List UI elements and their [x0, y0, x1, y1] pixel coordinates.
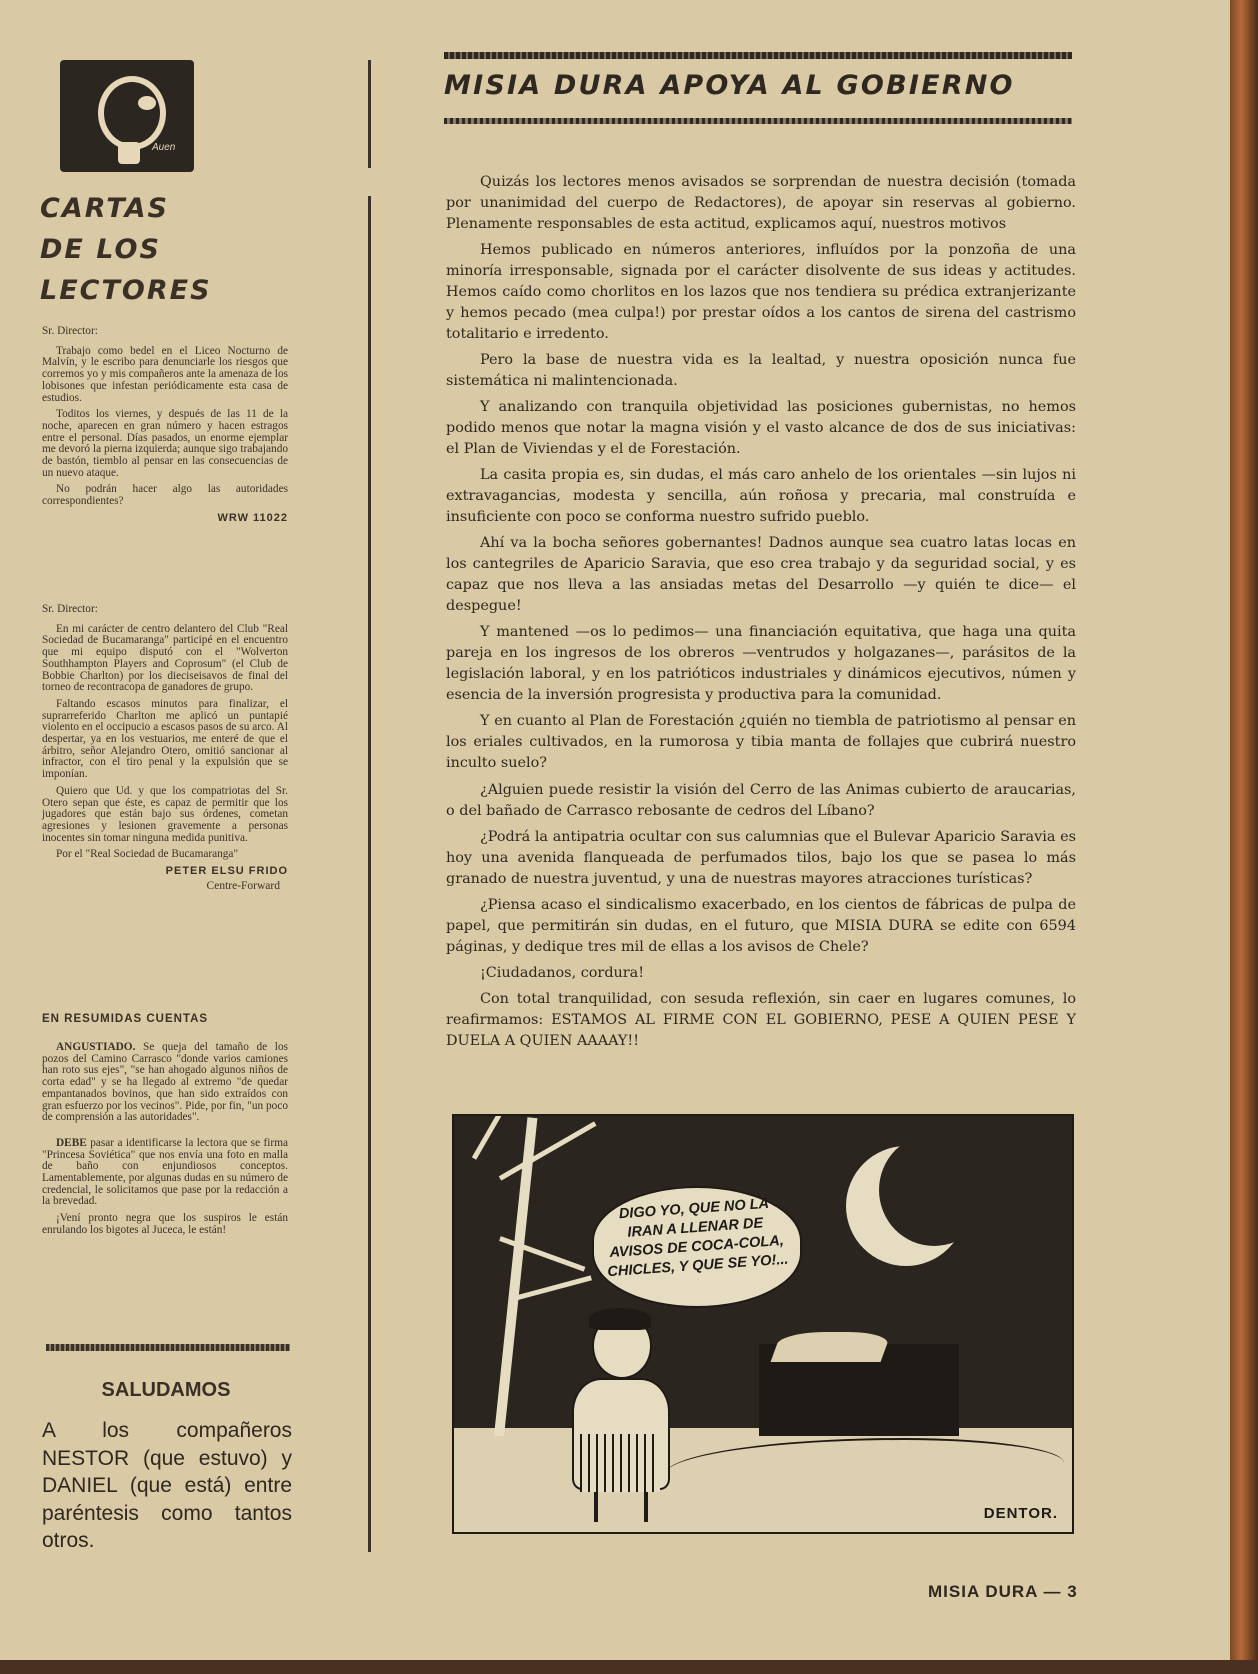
brief-item: [42, 1042, 288, 1124]
letter-signature-role: Centre-Forward: [206, 879, 280, 892]
logo-nose: [138, 96, 156, 110]
left-divider-rule: [46, 1344, 290, 1351]
greetings-title: SALUDAMOS: [101, 1379, 231, 1401]
headline-rule-bottom: [444, 118, 1072, 124]
tree-branch: [499, 1121, 597, 1180]
letter-1: [42, 326, 288, 527]
tree-branch: [513, 1275, 592, 1301]
letter-paragraph: Trabajo como bedel en el Liceo Nocturno de Malvín, y le escribo para denunciarle los riesgos que corremos yo y mis compañeros ante la amenaza de los lobisones que infestan periódicamente esta casa de estudios.: [42, 344, 288, 404]
article-paragraph: ¿Podrá la antipatria ocultar con sus calumnias que el Bulevar Aparicio Saravia es hoy una avenida flanqueada de perfumados tilos, bajo los que se pasea lo más granado de nuestra juventud, y una de nuestras mayores atracciones turísticas?: [446, 828, 1076, 887]
briefs: [42, 1042, 288, 1242]
brief-lead: DEBE: [56, 1136, 87, 1149]
cartoonist-signature: DENTOR.: [983, 1505, 1058, 1522]
article-paragraph: ¡Ciudadanos, cordura!: [480, 965, 645, 982]
letter-paragraph: Faltando escasos minutos para finalizar, el suprarreferido Charlton me aplicó un puntapié violento en el occipucio a escasos pasos de su arco. Al despertar, ya en los vestuarios, me enteré de que el árbitro, señor Alejandro Otero, omitió sancionar al infractor, con el tiro penal y la expulsión que se imponían.: [42, 697, 288, 781]
article-paragraph: La casita propia es, sin dudas, el más caro anhelo de los orientales —sin lujos ni extravagancias, modesta y sencilla, aún roñosa y precaria, mal construída e insuficiente con poco se conforma nuestro sufrido pueblo.: [446, 467, 1076, 526]
brief-text: ¡Vení pronto negra que los suspiros le están enrulando los bigotes al Juceca, le están!: [42, 1212, 288, 1236]
title-line: LECTORES: [40, 275, 212, 306]
brief-item: [42, 1213, 288, 1236]
title-line: CARTAS: [40, 193, 169, 224]
letter-salutation: Sr. Director:: [42, 325, 98, 337]
house-roof: [771, 1332, 892, 1362]
letter-paragraph: Por el "Real Sociedad de Bucamaranga": [56, 848, 239, 861]
logo-tag: Auen: [152, 142, 176, 153]
letter-salutation: Sr. Director:: [42, 603, 98, 615]
logo-neck: [118, 142, 140, 164]
letter-paragraph: Quiero que Ud. y que los compatriotas del Sr. Otero sepan que éste, es capaz de permitir que los jugadores que están bajo sus órdenes, cometan agresiones y lesionen gravemente a personas inocentes sin tomar ninguna medida punitiva.: [42, 784, 288, 844]
brief-text: pasar a identificarse la lectora que se firma "Princesa Soviética" que nos envía una foto en malla de baño con enjundiosos conceptos. Lamentablemente, por algunas dudas en su número de credencial, le solicitamos que pase por la redacción a la brevedad.: [42, 1136, 288, 1208]
letter-paragraph: Toditos los viernes, y después de las 11 de la noche, aparecen en gran número y hacen estragos entre el personal. Días pasados, un enorme ejemplar me devoró la pierna izquierda; aunque sigo trabajando de bastón, tiemblo al pensar en las consecuencias de un nuevo ataque.: [42, 408, 288, 479]
face-logo-icon: [98, 76, 166, 150]
briefs-heading: EN RESUMIDAS CUENTAS: [42, 1013, 209, 1025]
article-paragraph: Hemos publicado en números anteriores, influídos por la ponzoña de una minoría irresponsable, signada por el carácter disolvente de sus ideas y actitudes. Hemos caído como chorlitos en los lazos que nos tendiera su prédica extranjerizante y hemos pecado (mea culpa!) por prestar oídos a los cantos de sirena del castrismo totalitario e irredento.: [446, 242, 1076, 342]
letter-paragraph: No podrán hacer algo las autoridades correspondientes?: [42, 483, 288, 508]
column-divider: [368, 196, 371, 1552]
speech-bubble-text: DIGO YO, QUE NO LA IRAN A LLENAR DE AVISOS DE COCA-COLA, CHICLES, Y QUE SE YO!...: [606, 1195, 789, 1281]
character-skirt: [580, 1434, 660, 1492]
brief-text: Se queja del tamaño de los pozos del Camino Carrasco "donde varios camiones han roto sus ejes", "se han ahogado algunos niños de corta edad" y se ha llegado al extremo "de quedar empantanados bovinos, que han sido extraídos con gran esfuerzo por los vecinos". Pide, por fin, "un poco de comprensión a las autoridades".: [42, 1041, 288, 1124]
article-paragraph: ¿Piensa acaso el sindicalismo exacerbado, en los cientos de fábricas de pulpa de papel, que permitirán sin dudas, en el futuro, que MISIA DURA se edite con 6594 páginas, y dedique tres mil de ellas a los avisos de Chele?: [446, 896, 1076, 955]
greetings-body: A los compañeros NESTOR (que estuvo) y DANIEL (que está) entre paréntesis como tantos otros.: [42, 1419, 292, 1552]
brief-item: [42, 1138, 288, 1208]
column-logo: [60, 60, 194, 172]
column-divider: [368, 60, 371, 168]
article-paragraph: Y mantened —os lo pedimos— una financiación equitativa, que haga una quita pareja en los ingresos de los obreros —ventrudos y holgazanes—, parásitos de la legislación laboral, y en los patrióticos industriales y dinámicos ejecutivos, númen y esencia de la inversión progresista y productiva para la comunidad.: [446, 624, 1076, 704]
article-body: [446, 172, 1076, 1057]
letter-signature: PETER ELSU FRIDO: [165, 865, 288, 878]
letter-signature: WRW 11022: [217, 511, 288, 524]
character-hair: [589, 1308, 651, 1330]
tree-branch: [472, 1114, 511, 1160]
letters-section-title: [40, 188, 212, 311]
headline-rule-top: [444, 52, 1072, 59]
article-paragraph: Con total tranquilidad, con sesuda reflexión, sin caer en lugares comunes, lo reafirmamos: ESTAMOS AL FIRME CON EL GOBIERNO, PESE A QUIEN PESE Y DUELA A QUIEN AAAAY!!: [446, 991, 1076, 1050]
article-paragraph: Quizás los lectores menos avisados se sorprendan de nuestra decisión (tomada por unanimidad del cuerpo de Redactores), de apoyar sin reservas al gobierno. Plenamente responsables de esta actitud, explicamos aquí, nuestros motivos: [446, 174, 1076, 232]
article-headline: MISIA DURA APOYA AL GOBIERNO: [444, 70, 1015, 101]
cartoon-illustration: [452, 1114, 1074, 1534]
page-footer: MISIA DURA — 3: [928, 1582, 1078, 1601]
moon-shadow: [879, 1134, 989, 1246]
title-line: DE LOS: [40, 234, 161, 265]
character-legs: [594, 1492, 648, 1522]
brief-lead: ANGUSTIADO.: [56, 1041, 136, 1053]
article-paragraph: ¿Alguien puede resistir la visión del Cerro de las Animas cubierto de araucarias, o del bañado de Carrasco rebosante de cedros del Líbano?: [446, 781, 1076, 819]
article-paragraph: Y en cuanto al Plan de Forestación ¿quién no tiembla de patriotismo al pensar en los eriales cultivados, en la rumorosa y tibia manta de follajes que cubrirá nuestro inculto suelo?: [446, 713, 1076, 772]
page-bottom-edge: [0, 1660, 1258, 1674]
letter-paragraph: En mi carácter de centro delantero del Club "Real Sociedad de Bucamaranga" participé en el encuentro que mi equipo disputó con el "Wolverton Southhampton Players and Coprosum" (el Club de Bobbie Charlton) por los dieciseisavos de final del torneo de recontracopa de ganadores de grupo.: [42, 622, 288, 694]
article-paragraph: Y analizando con tranquila objetividad las posiciones gubernistas, no hemos podido menos que notar la magna visión y el vasto alcance de dos de sus iniciativas: el Plan de Viviendas y el de Forestación.: [446, 399, 1076, 458]
page-edge: [1230, 0, 1258, 1674]
letter-2: [42, 604, 288, 892]
article-paragraph: Ahí va la bocha señores gobernantes! Dadnos aunque sea cuatro latas locas en los cantegriles de Aparicio Saravia, que eso crea trabajo y da seguridad social, y es capaz que nos lleva a las ansiadas metas del Desarrollo —y quién te dice— el despegue!: [446, 535, 1076, 615]
article-paragraph: Pero la base de nuestra vida es la lealtad, y nuestra oposición nunca fue sistemática ni malintencionada.: [446, 352, 1076, 389]
